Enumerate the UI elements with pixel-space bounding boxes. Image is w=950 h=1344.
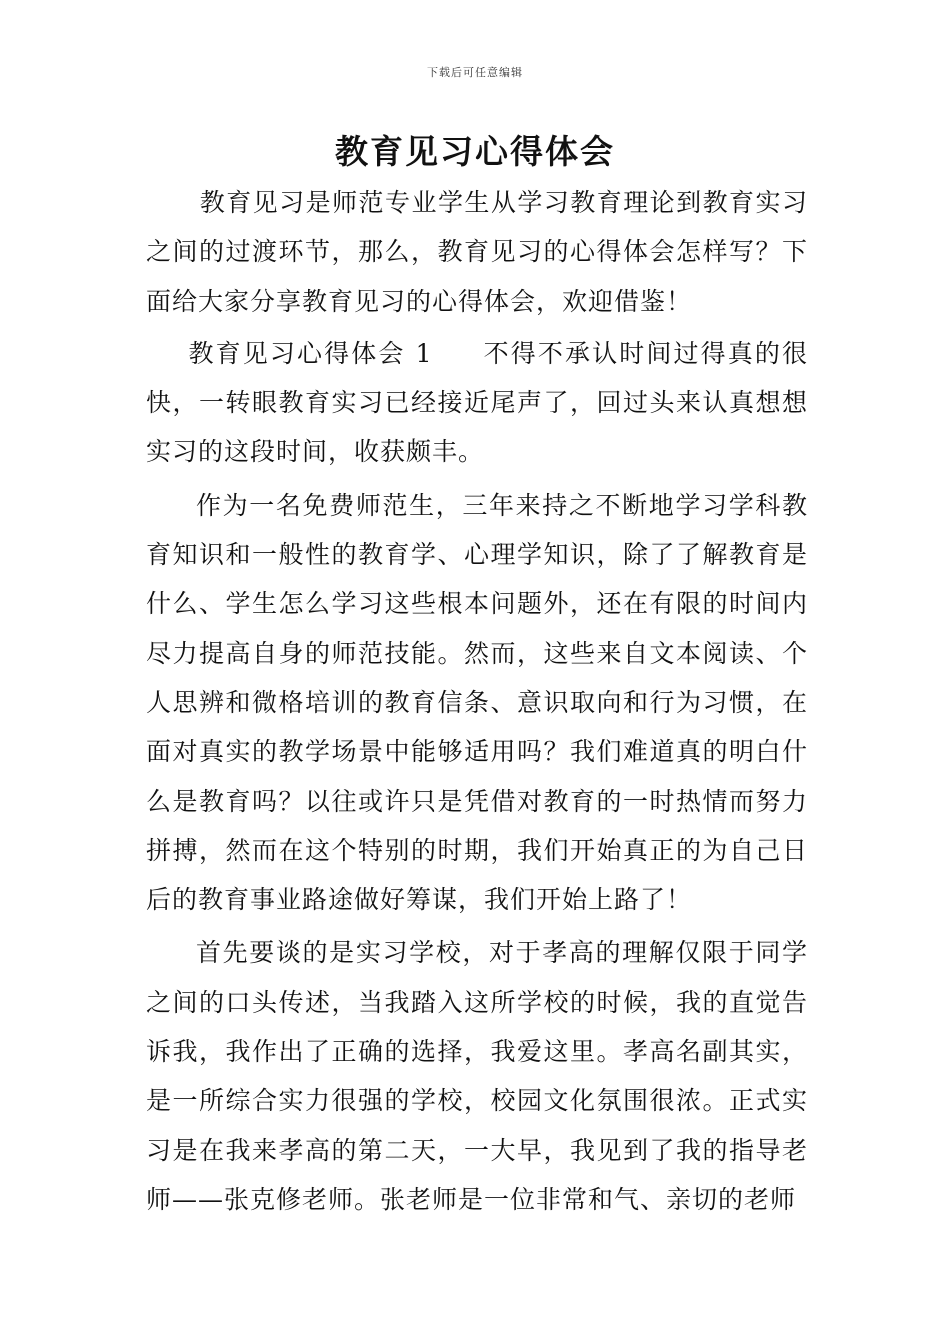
document-title: 教育见习心得体会	[335, 132, 615, 171]
intro-paragraph: 教育见习是师范专业学生从学习教育理论到教育实习之间的过渡环节，那么，教育见习的心得体会怎样写？下面给大家分享教育见习的心得体会，欢迎借鉴！	[146, 188, 808, 316]
section-first-paragraph: 不得不承认时间过得真的很快，一转眼教育实习已经接近尾声了，回过头来认真想想实习的这段时间，收获颇丰。	[146, 338, 808, 467]
document-body	[146, 178, 808, 1224]
section-paragraph	[146, 329, 808, 477]
header-note: 下载后可任意编辑	[427, 66, 523, 79]
body-paragraph-2: 作为一名免费师范生，三年来持之不断地学习学科教育知识和一般性的教育学、心理学知识，除了了解教育是什么、学生怎么学习这些根本问题外，还在有限的时间内尽力提高自身的师范技能。然而，这些来自文本阅读、个人思辨和微格培训的教育信条、意识取向和行为习惯，在面对真实的教学场景中能够适用吗？我们难道真的明白什么是教育吗？以往或许只是凭借对教育的一时热情而努力拼搏，然而在这个特别的时期，我们开始真正的为自己日后的教育事业路途做好筹谋，我们开始上路了！	[146, 490, 808, 915]
section-subheading: 教育见习心得体会 1	[188, 338, 433, 368]
body-paragraph-3: 首先要谈的是实习学校，对于孝高的理解仅限于同学之间的口头传述，当我踏入这所学校的时候，我的直觉告诉我，我作出了正确的选择，我爱这里。孝高名副其实，是一所综合实力很强的学校，校园文化氛围很浓。正式实习是在我来孝高的第二天，一大早，我见到了我的指导老师——张克修老师。张老师是一位非常和气、亲切的老师	[146, 938, 808, 1214]
